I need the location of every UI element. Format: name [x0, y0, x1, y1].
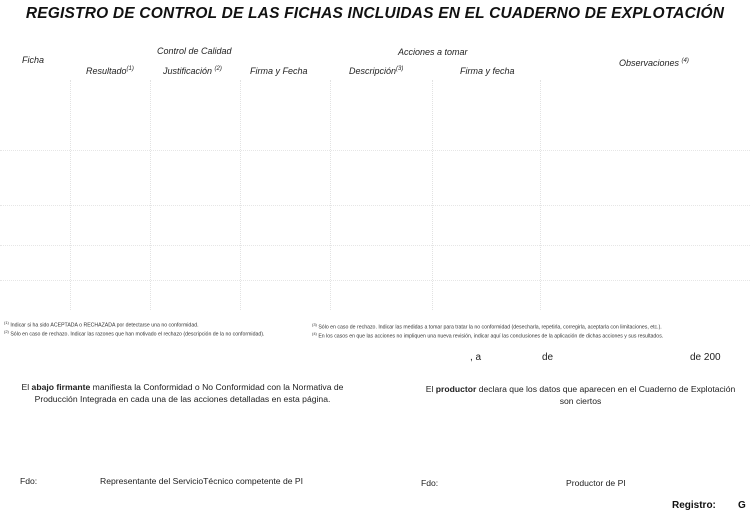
footnote-1	[4, 320, 199, 329]
footnote-3-text: Sólo en caso de rechazo. Indicar las medidas a tomar para tratar la no conformidad (desecharla, repetirla, corregirla, aceptarla con limitaciones, etc.).	[318, 324, 662, 331]
grid-row-line	[0, 245, 750, 246]
grid-row-line	[0, 150, 750, 151]
header-observaciones	[619, 58, 689, 68]
header-justificacion-note: (2)	[214, 66, 222, 72]
footnote-1-mark: (1)	[4, 320, 9, 325]
grid-col-line	[540, 80, 541, 310]
right-statement-post: declara que los datos que aparecen en el Cuaderno de Explotación son ciertos	[476, 384, 736, 406]
footnote-2-mark: (2)	[4, 329, 9, 334]
left-statement	[10, 381, 355, 405]
header-justificacion-label: Justificación	[163, 66, 213, 76]
grid-col-line	[432, 80, 433, 310]
footnote-1-text: Indicar si ha sido ACEPTADA o RECHAZADA por detectarse una no conformidad.	[10, 322, 199, 329]
footnote-2	[4, 329, 264, 338]
grid-col-line	[240, 80, 241, 310]
grid-col-line	[70, 80, 71, 310]
signature-left-role: Representante del ServicioTécnico competente de PI	[100, 476, 304, 486]
footnote-4-mark: (4)	[312, 331, 317, 336]
header-observaciones-label: Observaciones	[619, 58, 680, 68]
signature-right-role: Productor de PI	[566, 478, 626, 488]
left-statement-post: manifiesta la Conformidad o No Conformidad con la Normativa de Producción Integrada en cada una de las acciones detalladas en esta página.	[34, 382, 344, 404]
date-year: de 200	[690, 352, 721, 363]
grid-row-line	[0, 205, 750, 206]
grid-col-line	[150, 80, 151, 310]
date-de: de	[542, 352, 554, 363]
header-control-calidad: Control de Calidad	[157, 46, 232, 56]
entry-grid	[0, 80, 750, 310]
header-resultado	[86, 66, 134, 76]
header-firma-fecha-1: Firma y Fecha	[250, 66, 308, 76]
header-observaciones-note: (4)	[681, 58, 689, 64]
header-firma-fecha-2: Firma y fecha	[460, 66, 515, 76]
signature-fdo-left: Fdo:	[20, 476, 38, 486]
header-descripcion-note: (3)	[396, 66, 404, 72]
header-resultado-note: (1)	[126, 66, 134, 72]
date-a: , a	[470, 352, 482, 363]
header-descripcion	[349, 66, 403, 76]
header-descripcion-label: Descripción	[349, 66, 397, 76]
footnote-4-text: En los casos en que las acciones no impliquen una nueva revisión, indicar aquí las conclusiones de la aplicación de dichas acciones y sus resultados.	[318, 333, 664, 340]
right-statement	[418, 383, 743, 407]
right-statement-pre: El	[425, 384, 436, 394]
header-ficha: Ficha	[22, 55, 45, 65]
footnote-4	[312, 331, 663, 340]
footnote-3	[312, 322, 662, 331]
header-resultado-label: Resultado	[86, 66, 127, 76]
registro-value: G	[738, 500, 746, 511]
header-acciones: Acciones a tomar	[398, 47, 468, 57]
registro-label: Registro:	[672, 500, 716, 511]
footnote-3-mark: (3)	[312, 322, 317, 327]
header-justificacion	[163, 66, 222, 76]
grid-row-line	[0, 280, 750, 281]
left-statement-pre: El	[21, 382, 32, 392]
signature-fdo-right: Fdo:	[421, 478, 439, 488]
grid-col-line	[330, 80, 331, 310]
right-statement-bold: productor	[435, 384, 477, 394]
footnote-2-text: Sólo en caso de rechazo. Indicar las razones que han motivado el rechazo (descripción de la no conformidad).	[10, 331, 265, 338]
left-statement-bold: abajo firmante	[31, 382, 91, 392]
page-title: REGISTRO DE CONTROL DE LAS FICHAS INCLUIDAS EN EL CUADERNO DE EXPLOTACIÓN	[25, 5, 725, 22]
